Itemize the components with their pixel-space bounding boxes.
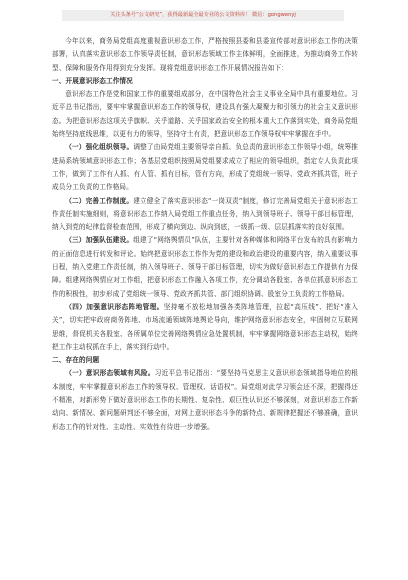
item3-title: （三）加强队伍建设。 (65, 236, 134, 245)
item5-paragraph (52, 367, 358, 433)
item2-paragraph (52, 195, 358, 235)
item1-text: 调整了由局党组主要领导亲自抓、负总责的意识形态工作领导小组，统筹推进局系统领域意识形态工作；各基层党组织按照局党组要求成立了相应的领导组织，指定专人负责此项工作，做到了工作有人抓、有人管、抓有目标，管有方向，形成了党组统一领导、党政齐抓共管，班子成员分工负责的工作格局。 (52, 143, 359, 192)
item2-title: （二）完善工作制度。 (65, 196, 134, 205)
item3-paragraph (52, 234, 358, 300)
intro-paragraph: 今年以来，商务局党组高度重视意识形态工作，严格按照县委和县委宣传部对意识形态工作的决策部署，认真落实意识形态工作领导责任制，意识形态领域工作主体鲜明，全面推进，为推动商务工作转型、保障和服务作用得到充分发挥。现将党组意识形态工作开展情况报告如下： (52, 37, 358, 72)
header-banner: 关注头条号“公文研究”，获得最新最全最专业的公文资料库！ 微信：gongwenyj (62, 10, 344, 21)
section1-paragraph: 意识形态工作是党和国家工作的重要组成部分，在中国特色社会主义事业全局中具有重要地位。习近平总书记指出，要牢牢掌握意识形态工作的领导权，建设具有强大凝聚力和引领力的社会主义意识形态。为把意识形态这项关乎旗帜、关乎道路、关乎国家政治安全的根本重大工作落到实处，商务局党组始终坚持底线思维，以更有力的领导，坚持守土有责，把意识形态工作领导权牢牢掌握在手中。 (52, 90, 358, 139)
item1-title: （一）强化组织领导。 (65, 143, 134, 152)
item5-title: （一）意识形态领域有风险。 (65, 369, 155, 378)
document-page (52, 35, 358, 434)
item5-text: 习近平总书记指出：“要坚持马克思主义意识形态领域指导地位的根本制度，牢牢掌握意识形态工作的领导权、管理权、话语权”。局党组对此学习领会还不深，把握得还不精准，对新形势下做好意识形态工作的长期性、复杂性、艰巨性认识还不够深刻，对意识形态工作新动向、新情况、新问题研判还不够全面，对网上意识形态斗争的新特点、新规律把握还不够准确，意识形态工作的针对性、主动性、实效性有待进一步增强。 (52, 369, 358, 431)
section1-heading: 一、开展意识形态工作情况 (52, 76, 133, 85)
item2-text: 建立健全了落实意识形态“一岗双责”制度，修订完善局党组关于意识形态工作责任制实施细则，将意识形态工作纳入局党组工作重点任务，纳入到领导班子、领导干部目标管理，纳入到党的纪律监督检查范围，形成了横向到边、纵向到底，一级抓一级、层层抓落实的良好氛围。 (52, 196, 359, 232)
section2-heading: 二、存在的问题 (52, 356, 100, 365)
item4-title: （四）加强意识形态阵地管理。 (65, 302, 164, 311)
item4-paragraph (52, 301, 358, 354)
item1-paragraph (52, 141, 358, 194)
item4-text: 坚持毫不放松地加强各类阵地管理，拉起“高压线”、把好“准入关”，切实把牢政府商务阵地、市场流通领域阵地舆论导向，维护网络意识形态安全，牢固树立互联网思维，督促机关各股室、各所属单位完善网络舆情应急处置机制，牢牢掌握网络意识形态主动权，始终把工作主动权抓在手上，落实到行动中。 (52, 302, 358, 351)
item3-text: 组建了“网络舆情员”队伍，主要针对各种媒体和网络平台发布的具有影响力的正面信息进行转发和评论。始终把意识形态工作作为党的建设和政治建设的重要内容，纳入重要议事日程，纳入党建工作责任制，纳入领导班子、领导干部目标管理，切实为做好意识形态工作提供有力保障。组建网络舆情应对工作组，把意识形态工作融入各项工作，充分调动各股室、各单位抓意识形态工作的积极性，初步形成了党组统一领导、党政齐抓共管、部门组织协调、股室分工负责的工作格局。 (52, 236, 359, 298)
